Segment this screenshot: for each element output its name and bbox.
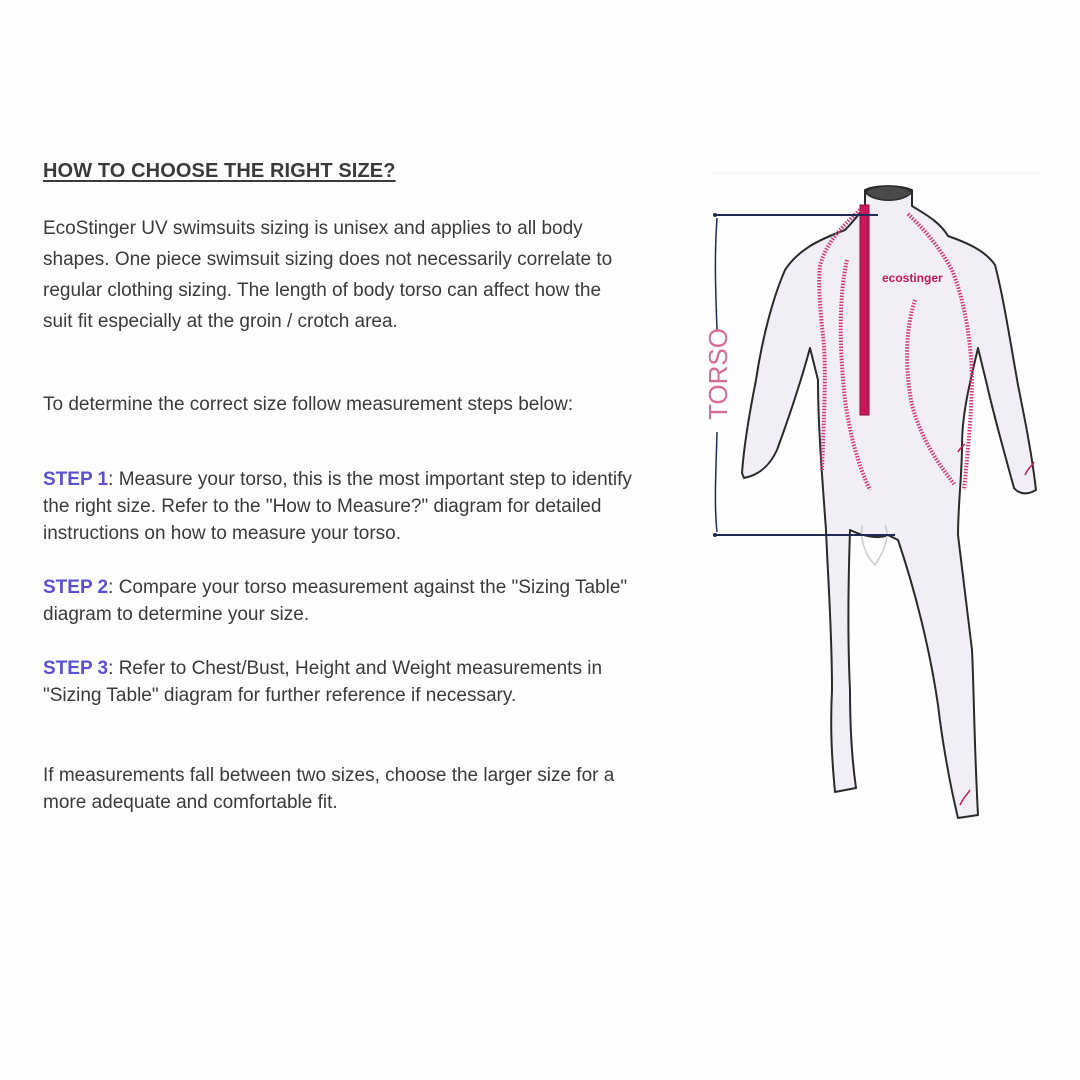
torso-top-dot [713, 213, 717, 217]
step-3-label: STEP 3 [43, 658, 109, 679]
step-2 [43, 574, 663, 628]
wetsuit-illustration [700, 170, 1060, 830]
step-3-text: : Refer to Chest/Bust, Height and Weight measurements in "Sizing Table" diagram for further reference if necessary. [43, 658, 603, 706]
size-guide-text [43, 160, 673, 816]
brand-logo: ecostinger [882, 271, 943, 285]
torso-label: TORSO [703, 328, 733, 420]
step-2-text: : Compare your torso measurement against the "Sizing Table" diagram to determine your size. [43, 577, 628, 625]
determine-paragraph: To determine the correct size follow measurement steps below: [43, 394, 574, 415]
step-1 [43, 466, 633, 547]
zipper [860, 205, 869, 415]
torso-upper-bracket [715, 218, 717, 330]
torso-bottom-dot [713, 533, 717, 537]
page-title: HOW TO CHOOSE THE RIGHT SIZE? [43, 160, 396, 182]
step-2-label: STEP 2 [43, 577, 109, 598]
step-3 [43, 655, 623, 709]
intro-paragraph: EcoStinger UV swimsuits sizing is unisex and applies to all body shapes. One piece swimsuit sizing does not necessarily correlate to regular clothing sizing. The length of body torso can affect how the suit fit especially at the groin / crotch area. [43, 218, 613, 332]
step-1-label: STEP 1 [43, 469, 109, 490]
torso-lower-bracket [715, 432, 717, 532]
step-1-text: : Measure your torso, this is the most important step to identify the right size. Refer to the "How to Measure?" diagram for detailed instructions on how to measure your torso. [43, 469, 632, 544]
note-paragraph: If measurements fall between two sizes, choose the larger size for a more adequate and comfortable fit. [43, 765, 615, 813]
wetsuit-diagram [700, 170, 1060, 830]
